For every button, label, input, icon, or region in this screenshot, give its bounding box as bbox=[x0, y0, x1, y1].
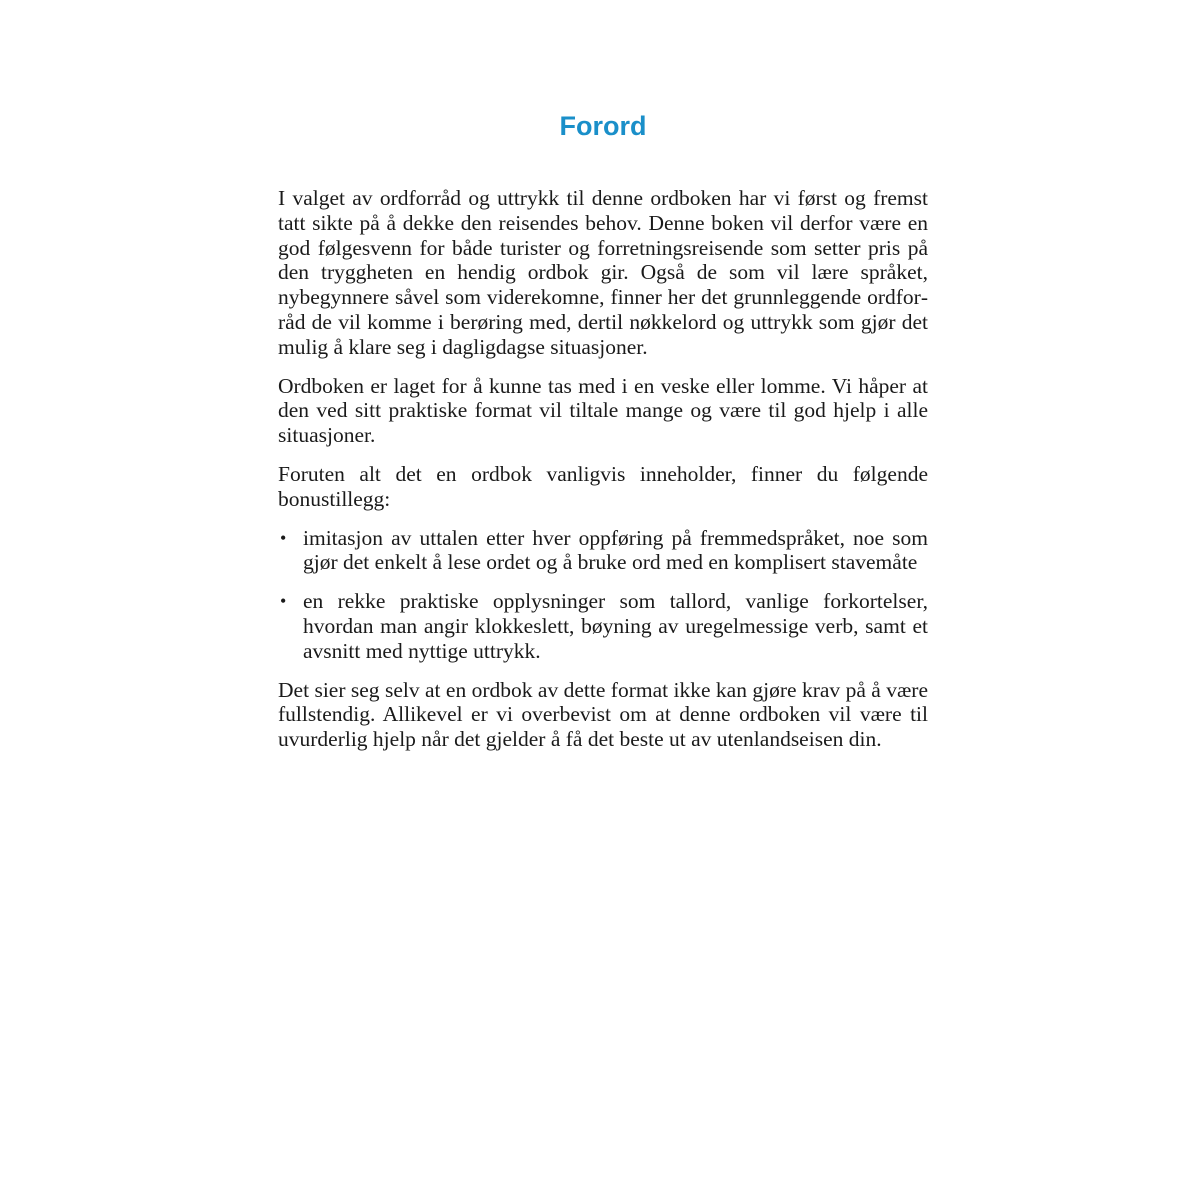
list-item-text: imitasjon av uttalen etter hver oppføring på fremmedspråket, noe som gjør det enkelt å lese ordet og å bruke ord med en komplisert stavemåte bbox=[303, 525, 928, 575]
paragraph-bonus-lead: Foruten alt det en ordbok vanligvis inneholder, finner du følgende bonustillegg: bbox=[278, 461, 928, 511]
paragraph-intro: I valget av ordforråd og uttrykk til denne ordboken har vi først og fremst tatt sikte på å dekke den reisendes behov. Denne boken vil derfor være en god følgesvenn for både turister og forretningsreisende som setter pris på den tryggheten en hendig ordbok gir. Også de som vil lære språket, nybegynnere såvel som viderekomne, finner her det grunnleggende ordforråd de vil komme i berøring med, dertil nøkkelord og uttrykk som gjør det mulig å klare seg i dagligdagse situasjoner. bbox=[278, 186, 928, 359]
bullet-icon: • bbox=[280, 591, 287, 612]
list-item bbox=[278, 589, 928, 663]
bonus-list bbox=[278, 526, 928, 664]
paragraph-closing: Det sier seg selv at en ordbok av dette format ikke kan gjøre krav på å være fullstendig. Allikevel er vi overbevist om at denne ordboken vil være til uvurderlig hjelp når det gjelder å få det beste ut av utenlandseisen din. bbox=[278, 677, 928, 752]
list-item-text: en rekke praktiske opplysninger som tallord, vanlige forkortelser, hvordan man angir klokkeslett, bøyning av uregelmessige verb, samt et avsnitt med nyttige uttrykk. bbox=[303, 589, 928, 663]
bullet-icon: • bbox=[280, 527, 287, 548]
paragraph-format: Ordboken er laget for å kunne tas med i en veske eller lomme. Vi håper at den ved sitt praktiske format vil tiltale mange og være til god hjelp i alle situasjoner. bbox=[278, 373, 928, 448]
list-item bbox=[278, 526, 928, 576]
preface-page bbox=[278, 108, 928, 766]
preface-body bbox=[278, 186, 928, 752]
page-title: Forord bbox=[559, 111, 647, 141]
